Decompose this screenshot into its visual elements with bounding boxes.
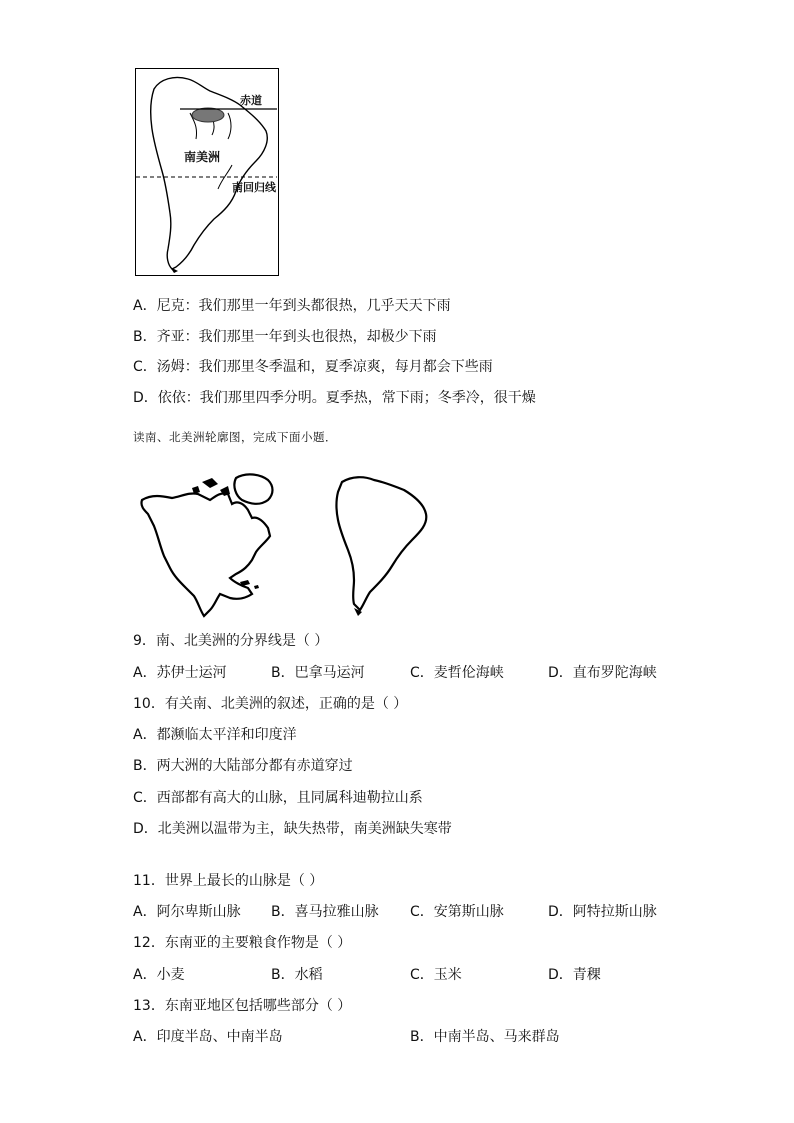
question-9-option-d: D．直布罗陀海峡 <box>548 665 657 681</box>
intro-text: 读南、北美洲轮廓图，完成下面小题． <box>133 430 337 444</box>
equator-label: 赤道 <box>240 94 262 107</box>
question-11-option-b: B．喜马拉雅山脉 <box>271 904 379 920</box>
question-9-option-a: A．苏伊士运河 <box>133 665 227 681</box>
prev-option-a: A．尼克：我们那里一年到头都很热，几乎天天下雨 <box>133 298 451 314</box>
question-9-stem: 9．南、北美洲的分界线是（ ） <box>133 633 329 649</box>
question-10-option-c: C．西部都有高大的山脉，且同属科迪勒拉山系 <box>133 790 423 806</box>
question-12-option-b: B．水稻 <box>271 967 323 983</box>
continent-label: 南美洲 <box>184 150 221 164</box>
question-10-option-b: B．两大洲的大陆部分都有赤道穿过 <box>133 758 353 774</box>
question-12-stem: 12．东南亚的主要粮食作物是（ ） <box>133 935 352 951</box>
question-10-option-d: D．北美洲以温带为主，缺失热带，南美洲缺失寒带 <box>133 821 452 837</box>
question-13-option-b: B．中南半岛、马来群岛 <box>410 1029 560 1045</box>
prev-option-b: B．齐亚：我们那里一年到头也很热，却极少下雨 <box>133 329 437 345</box>
question-11-option-c: C．安第斯山脉 <box>410 904 504 920</box>
question-11-stem: 11．世界上最长的山脉是（ ） <box>133 873 324 889</box>
question-9-option-c: C．麦哲伦海峡 <box>410 665 504 681</box>
question-12-option-a: A．小麦 <box>133 967 185 983</box>
question-11-option-d: D．阿特拉斯山脉 <box>548 904 657 920</box>
question-10-option-a: A．都濒临太平洋和印度洋 <box>133 727 297 743</box>
americas-outline-svg <box>140 470 440 620</box>
americas-outline-maps <box>140 470 440 620</box>
question-13-option-a: A．印度半岛、中南半岛 <box>133 1029 283 1045</box>
question-13-stem: 13．东南亚地区包括哪些部分（ ） <box>133 998 352 1014</box>
prev-option-d: D．依依：我们那里四季分明。夏季热，常下雨；冬季冷，很干燥 <box>133 390 536 406</box>
question-12-option-d: D．青稞 <box>548 967 601 983</box>
south-america-climate-map <box>135 68 279 276</box>
question-9-option-b: B．巴拿马运河 <box>271 665 365 681</box>
tropic-label: 南回归线 <box>232 181 276 194</box>
prev-option-c: C．汤姆：我们那里冬季温和，夏季凉爽，每月都会下些雨 <box>133 359 493 375</box>
question-11-option-a: A．阿尔卑斯山脉 <box>133 904 241 920</box>
question-10-stem: 10．有关南、北美洲的叙述，正确的是（ ） <box>133 696 408 712</box>
question-12-option-c: C．玉米 <box>410 967 462 983</box>
